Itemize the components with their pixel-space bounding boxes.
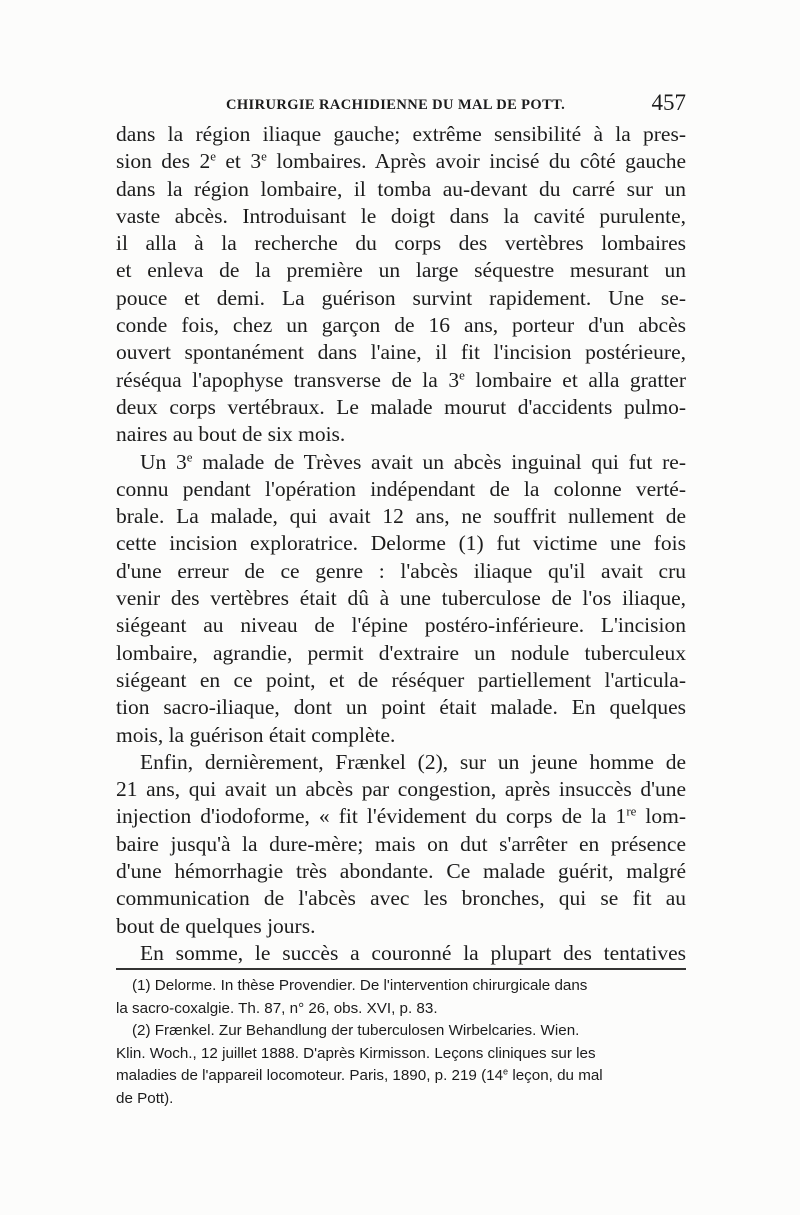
body-line: 21 ans, qui avait un abcès par congestion, après insuccès d'une [116, 777, 686, 802]
body-line: bout de quelques jours. [116, 913, 316, 938]
body-line: vaste abcès. Introduisant le doigt dans la cavité purulente, [116, 203, 686, 228]
running-head [116, 90, 686, 122]
footnotes [116, 975, 686, 1110]
body-line: Un 3e malade de Trèves avait un abcès inguinal qui fut re- [140, 449, 686, 474]
footnote-line: la sacro-coxalgie. Th. 87, n° 26, obs. XVI, p. 83. [116, 999, 438, 1017]
body-line: réséqua l'apophyse transverse de la 3e lombaire et alla gratter [116, 367, 686, 392]
body-line: deux corps vertébraux. Le malade mourut d'accidents pulmo- [116, 394, 686, 419]
body-line: cette incision exploratrice. Delorme (1) fut victime une fois [116, 531, 686, 556]
body-line: il alla à la recherche du corps des vertèbres lombaires [116, 231, 686, 256]
body-line: lombaire, agrandie, permit d'extraire un nodule tuberculeux [116, 640, 686, 665]
body-line: Enfin, dernièrement, Frænkel (2), sur un jeune homme de [140, 749, 686, 774]
body-line: ouvert spontanément dans l'aine, il fit l'incision postérieure, [116, 340, 686, 365]
body-line: sion des 2e et 3e lombaires. Après avoir incisé du côté gauche [116, 149, 686, 174]
footnote-line: Klin. Woch., 12 juillet 1888. D'après Kirmisson. Leçons cliniques sur les [116, 1044, 596, 1062]
footnote-line: (2) Frænkel. Zur Behandlung der tuberculosen Wirbelcaries. Wien. [132, 1022, 580, 1039]
body-line: d'une hémorrhagie très abondante. Ce malade guérit, malgré [116, 859, 686, 884]
body-line: mois, la guérison était complète. [116, 722, 396, 747]
body-line: connu pendant l'opération indépendant de la colonne verté- [116, 476, 686, 501]
body-line: dans la région lombaire, il tomba au-devant du carré sur un [116, 176, 686, 201]
body-line: injection d'iodoforme, « fit l'évidement du corps de la 1re lom- [116, 804, 687, 829]
page-number: 457 [651, 90, 686, 115]
footnote-line: maladies de l'appareil locomoteur. Paris, 1890, p. 219 (14e leçon, du mal [116, 1066, 603, 1084]
body-line: brale. La malade, qui avait 12 ans, ne souffrit nullement de [116, 504, 686, 529]
body-line: et enleva de la première un large séquestre mesurant un [116, 258, 686, 283]
body-line: baire jusqu'à la dure-mère; mais on dut s'arrêter en présence [116, 831, 686, 856]
body-line: En somme, le succès a couronné la plupart des tentatives [140, 940, 686, 965]
body-line: d'une erreur de ce genre : l'abcès iliaque qu'il avait cru [116, 558, 686, 583]
footnote-line: de Pott). [116, 1089, 174, 1107]
body-line: siégeant en ce point, et de réséquer partiellement l'articula- [116, 667, 686, 692]
footnote-line: (1) Delorme. In thèse Provendier. De l'intervention chirurgicale dans [132, 977, 588, 994]
body-line: venir des vertèbres était dû à une tuberculose de l'os iliaque, [116, 586, 686, 611]
body-line: naires au bout de six mois. [116, 422, 346, 447]
body-line: communication de l'abcès avec les bronches, qui se fit au [116, 886, 686, 911]
body-line: dans la région iliaque gauche; extrême sensibilité à la pres- [116, 122, 686, 146]
body-line: tion sacro-iliaque, dont un point était malade. En quelques [116, 695, 686, 720]
body-line: pouce et demi. La guérison survint rapidement. Une se- [116, 285, 686, 310]
body-text [116, 121, 686, 967]
footnote-rule [116, 968, 686, 970]
running-title: CHIRURGIE RACHIDIENNE DU MAL DE POTT. [226, 97, 566, 113]
body-line: siégeant au niveau de l'épine postéro-inférieure. L'incision [116, 613, 686, 638]
body-line: conde fois, chez un garçon de 16 ans, porteur d'un abcès [116, 313, 686, 338]
